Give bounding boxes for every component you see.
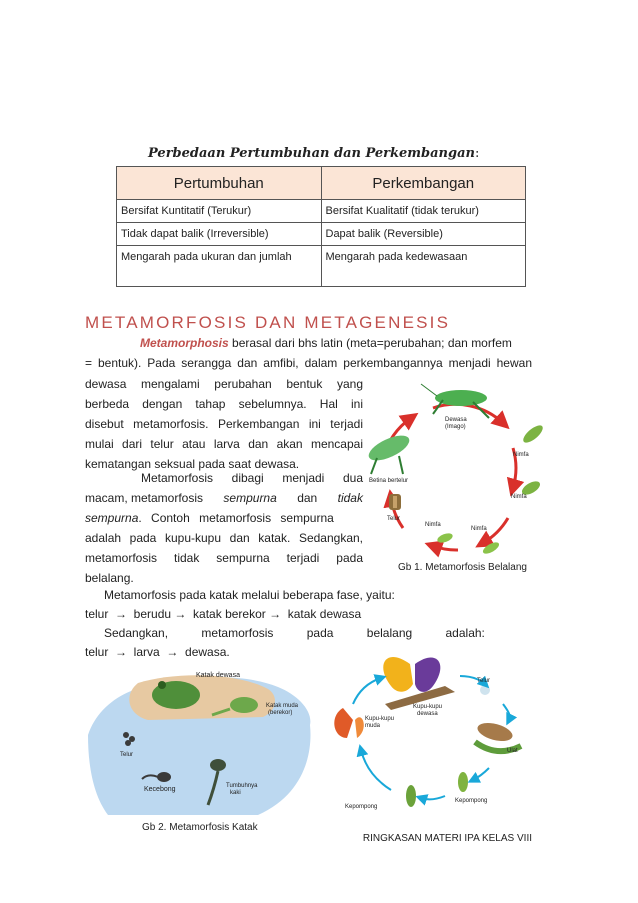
label-legs-2: kaki xyxy=(230,790,241,796)
table-cell: Dapat balik (Reversible) xyxy=(321,223,526,246)
label-nymph: Nimfa xyxy=(511,494,527,500)
butterfly-metamorphosis-figure xyxy=(325,646,530,826)
label-adult: Dewasa xyxy=(445,417,467,423)
body-line: belalang. xyxy=(85,571,134,585)
intro-line-2: = bentuk). Pada serangga dan amfibi, dalam perkembangannya menjadi hewan xyxy=(85,356,532,370)
frog-sequence: telur → berudu → katak berekor → katak dewasa xyxy=(85,607,362,621)
intro-term: Metamorphosis xyxy=(140,336,229,350)
meta-line-2-a: macam, metamorfosis xyxy=(85,491,204,505)
body-line: berbeda dengan tahap sebelumnya. Hal ini xyxy=(85,397,363,411)
meta-line-3 xyxy=(85,508,363,529)
table-cell: Bersifat Kualitatif (tidak terukur) xyxy=(321,200,526,223)
grasshopper-eggs-icon xyxy=(389,494,401,510)
caterpillar-icon xyxy=(475,720,521,752)
adult-butterfly-icon xyxy=(383,657,455,710)
label-legs: Tumbuhnya xyxy=(226,783,258,789)
label-young-butterfly: Kupu-kupu xyxy=(365,716,395,722)
young-butterfly-icon xyxy=(334,708,363,738)
intro-line-1 xyxy=(140,333,532,354)
frog-caption: Gb 2. Metamorfosis Katak xyxy=(142,822,258,833)
table-header-growth: Pertumbuhan xyxy=(117,167,322,200)
label-young-frog: Katak muda xyxy=(266,703,299,709)
table-header-development: Perkembangan xyxy=(321,167,526,200)
label-female: Betina bertelur xyxy=(369,478,409,484)
label-nymph: Nimfa xyxy=(513,452,529,458)
nymph-icon xyxy=(436,422,543,556)
female-grasshopper-icon xyxy=(365,431,412,474)
body-line: mulai dari telur atau larva dan akan mencapai xyxy=(85,437,363,451)
frog-intro: Metamorfosis pada katak melalui beberapa fase, yaitu: xyxy=(104,588,395,602)
body-line: kematangan seksual pada saat dewasa. xyxy=(85,457,300,471)
label-nymph: Nimfa xyxy=(471,526,487,532)
adult-frog-icon xyxy=(152,681,200,709)
label-nymph: Nimfa xyxy=(425,522,441,528)
comparison-title xyxy=(148,146,479,161)
term-sempurna: sempurna xyxy=(223,491,277,505)
label-frog-egg: Telur xyxy=(120,752,134,758)
term-tidak: tidak xyxy=(337,491,363,505)
comparison-table xyxy=(116,166,526,287)
label-caterpillar: Ulat xyxy=(507,748,518,754)
frog-metamorphosis-figure xyxy=(88,665,320,820)
page-footer: RINGKASAN MATERI IPA KELAS VIII xyxy=(362,833,532,844)
table-row xyxy=(117,246,526,287)
label-egg: Telur xyxy=(387,516,401,522)
body-line: metamorfosis tidak sempurna terjadi pada xyxy=(85,551,363,565)
body-line: adalah pada kupu-kupu dan katak. Sedangkan, xyxy=(85,531,363,545)
meta-line-1: Metamorfosis dibagi menjadi dua xyxy=(141,471,363,485)
intro-line-1-text: berasal dari bhs latin (meta=perubahan; dan morfem xyxy=(232,336,512,350)
grasshopper-caption: Gb 1. Metamorfosis Belalang xyxy=(398,562,527,573)
body-line: disebut metamorfosis. Perkembangan ini terjadi xyxy=(85,417,363,431)
body-line: dewasa mengalami perubahan bentuk yang xyxy=(85,377,363,391)
label-pupa: Kepompong xyxy=(345,804,378,810)
label-imago: (Imago) xyxy=(445,424,466,430)
adult-grasshopper-icon xyxy=(421,384,489,418)
comparison-title-text: Perbedaan Pertumbuhan dan Perkembangan xyxy=(148,146,475,161)
label-butterfly-adult: Kupu-kupu xyxy=(413,704,443,710)
table-cell: Mengarah pada ukuran dan jumlah xyxy=(117,246,322,287)
grasshopper-metamorphosis-figure xyxy=(363,378,543,578)
label-pupa: Kepompong xyxy=(455,798,488,804)
label-young-frog-tail: (berekor) xyxy=(268,710,293,716)
table-row xyxy=(117,223,526,246)
meta-line-3-b: . Contoh metamorfosis sempurna xyxy=(138,511,334,525)
comparison-title-colon: : xyxy=(474,146,480,161)
table-cell: Tidak dapat balik (Irreversible) xyxy=(117,223,322,246)
label-adult-frog: Katak dewasa xyxy=(196,672,240,679)
meta-line-2-c: dan xyxy=(297,491,318,505)
term-sempurna-2: sempurna xyxy=(85,511,139,525)
label-butterfly-adult-2: dewasa xyxy=(417,711,438,717)
grasshopper-sequence: telur → larva → dewasa. xyxy=(85,645,230,659)
label-tadpole: Kecebong xyxy=(144,786,176,793)
grasshopper-intro: Sedangkan, metamorfosis pada belalang adalah: xyxy=(104,626,485,640)
meta-line-2 xyxy=(85,488,363,509)
table-cell: Bersifat Kuntitatif (Terukur) xyxy=(117,200,322,223)
section-heading: METAMORFOSIS DAN METAGENESIS xyxy=(85,313,451,332)
label-young-butterfly-2: muda xyxy=(365,723,381,729)
table-header-row xyxy=(117,167,526,200)
table-cell: Mengarah pada kedewasaan xyxy=(321,246,526,287)
label-butterfly-egg: Telur xyxy=(477,678,491,684)
table-row xyxy=(117,200,526,223)
butterfly-egg-icon xyxy=(480,685,490,695)
